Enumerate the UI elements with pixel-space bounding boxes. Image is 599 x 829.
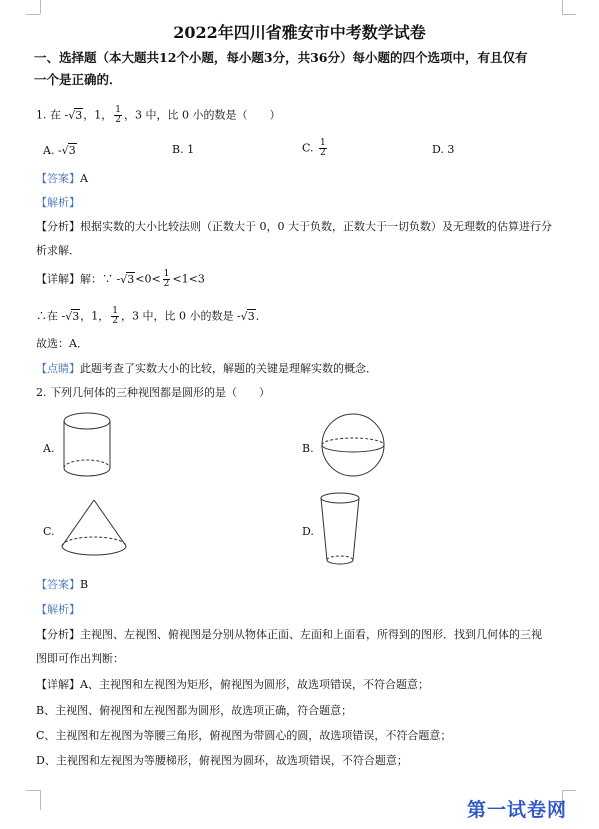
concl-pre: ∴在 -: [36, 309, 66, 323]
denominator: 2: [163, 279, 170, 289]
crop-mark: [562, 14, 576, 15]
crop-mark: [40, 0, 41, 14]
q1-fenxi-line1: [36, 220, 552, 234]
q2-analysis-tag: 【解析】: [36, 603, 80, 616]
xiangjie-pre: 解：∵ -: [80, 272, 121, 286]
fraction: [163, 270, 171, 289]
answer-value: B: [80, 578, 89, 591]
q1-fenxi-line2: 析求解．: [36, 244, 80, 257]
q2-fenxi-line1: [36, 628, 542, 642]
fenxi-text: 主视图、左视图、俯视图是分别从物体正面、左面和上面看，所得到的图形．找到几何体的三视: [80, 628, 542, 641]
q2-option-a-label: A.: [43, 442, 55, 455]
q1-stem-post: ，3 中，比 0 小的数是（ ）: [123, 108, 281, 122]
section-heading-line2: 一个是正确的．: [34, 72, 122, 87]
q1-option-b: B. 1: [172, 143, 195, 156]
q2-line-b: B、主视图、俯视图和左视图都为圆形，故选项正确，符合题意；: [36, 704, 353, 717]
crop-mark: [40, 790, 41, 810]
answer-value: A: [80, 172, 88, 185]
crop-mark: [26, 14, 40, 15]
denominator: 2: [112, 316, 118, 326]
dianjing-tag: 【点睛】: [36, 362, 80, 375]
xiangjie-mid: <0<: [135, 272, 161, 286]
xiangjie-post: <1<3: [172, 272, 205, 286]
fenxi-tag: 【分析】: [36, 628, 80, 641]
numerator: 1: [112, 306, 118, 316]
sqrt-value: 3: [127, 272, 135, 286]
fraction: [111, 307, 119, 326]
q2-option-b-label: B.: [302, 442, 314, 455]
answer-tag: 【答案】: [36, 578, 80, 591]
page-title: 2022年四川省雅安市中考数学试卷: [173, 23, 426, 42]
q1-stem-mid: ，1，: [83, 108, 113, 122]
dianjing-text: 此题考查了实数大小的比较，解题的关键是理解实数的概念．: [80, 362, 377, 375]
q1-stem-pre: 1. 在 -: [36, 108, 69, 122]
sqrt-symbol: √3: [65, 309, 80, 323]
q1-stem: [36, 106, 280, 125]
q1-option-d: D. 3: [432, 143, 455, 156]
q2-line-c: C、主视图和左视图为等腰三角形，俯视图为带圆心的圆，故选项错误，不符合题意；: [36, 729, 452, 742]
fraction: [114, 106, 122, 125]
q1-dianjing: [36, 362, 377, 376]
q1-xiangjie: [36, 270, 205, 289]
xiangjie-tag: 【详解】: [36, 272, 80, 286]
concl-end: ．: [255, 309, 267, 323]
q2-fenxi-line2: 图即可作出判断：: [36, 652, 124, 665]
q1-gu: 故选：A．: [36, 337, 88, 350]
cylinder-figure: [60, 410, 120, 485]
sqrt-symbol: √3: [61, 144, 76, 157]
xiangjie-a: A、主视图和左视图为矩形，俯视图为圆形，故选项错误，不符合题意；: [80, 678, 429, 691]
sqrt-symbol: √3: [120, 272, 135, 286]
q2-option-c-label: C.: [43, 525, 55, 538]
concl-post: ，3 中，比 0 小的数是 -: [120, 309, 241, 323]
sqrt-symbol: √3: [240, 309, 255, 323]
section-heading-line1: 一、选择题（本大题共12个小题，每小题3分，共36分）每小题的四个选项中，有且仅有: [34, 50, 528, 65]
sqrt-value: 3: [75, 108, 83, 122]
cone-figure: [58, 498, 133, 563]
q1-option-c: [302, 139, 329, 158]
denominator: 2: [320, 148, 326, 158]
section-heading: [34, 47, 564, 91]
fraction: [319, 139, 327, 158]
q2-option-d-label: D.: [302, 525, 314, 538]
crop-mark: [562, 0, 563, 14]
q1-analysis-tag: 【解析】: [36, 196, 80, 209]
crop-mark: [26, 790, 40, 791]
sqrt-symbol: √3: [68, 108, 83, 122]
q1-answer: [36, 172, 88, 186]
xiangjie-tag: 【详解】: [36, 678, 80, 691]
minus-sign: -: [57, 144, 62, 157]
sqrt-value: 3: [72, 309, 80, 323]
fenxi-text: 根据实数的大小比较法则（正数大于 0，0 大于负数，正数大于一切负数）及无理数的估算进行分: [80, 220, 552, 233]
numerator: 1: [115, 105, 121, 115]
q2-answer: [36, 578, 88, 592]
q1-conclusion: [36, 307, 267, 326]
answer-tag: 【答案】: [36, 172, 80, 185]
crop-mark: [562, 790, 576, 791]
fenxi-tag: 【分析】: [36, 220, 80, 233]
sphere-figure: [320, 412, 390, 482]
sqrt-value: 3: [247, 309, 255, 323]
option-label: C.: [302, 141, 314, 155]
numerator: 1: [320, 138, 326, 148]
q2-stem: 2. 下列几何体的三种视图都是圆形的是（ ）: [36, 386, 270, 399]
q2-xiangjie: [36, 678, 429, 692]
numerator: 1: [163, 269, 170, 279]
frustum-cup-figure: [318, 490, 368, 570]
denominator: 2: [115, 115, 121, 125]
sqrt-value: 3: [68, 144, 76, 157]
concl-mid: ，1，: [80, 309, 110, 323]
option-label: A.: [43, 144, 55, 157]
q1-option-a: [43, 143, 77, 157]
footer-watermark: 第一试卷网: [466, 799, 567, 821]
q2-line-d: D、主视图和左视图为等腰梯形，俯视图为圆环，故选项错误，不符合题意；: [36, 754, 408, 767]
